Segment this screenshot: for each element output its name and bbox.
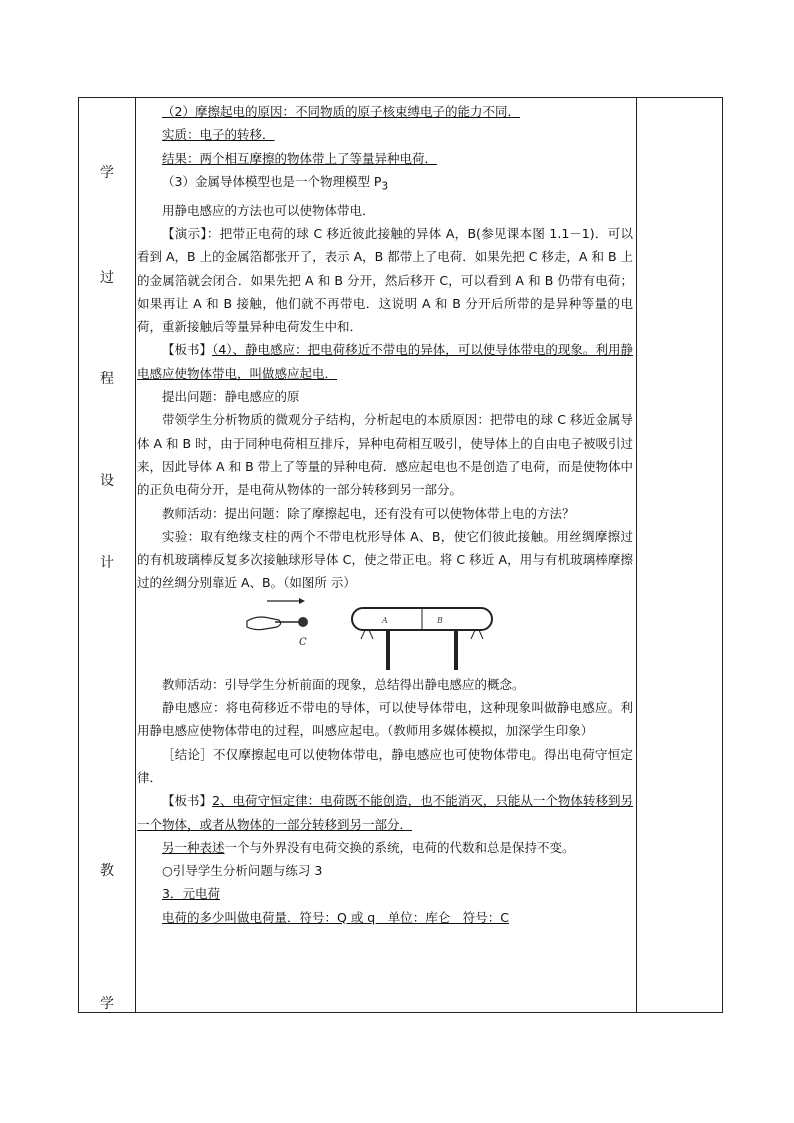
side-char-3: 程 [100, 371, 114, 387]
para-essence [137, 123, 633, 146]
stand-b [454, 630, 458, 670]
foil-a-left [361, 630, 365, 639]
motion-arrow-head [299, 598, 305, 604]
side-char-6: 教 [100, 863, 114, 879]
label-b: B [437, 615, 443, 625]
para-friction-cause-text: （2）摩擦起电的原因：不同物质的原子核束缚电子的能力不同． [162, 104, 520, 119]
board-conservation-text: 2、电荷守恒定律：电荷既不能创造，也不能消灭，只能从一个物体转移到另一个物体，或者从物体的一部分转移到另一部分． [137, 793, 633, 832]
para-induction-method: 用静电感应的方法也可以使物体带电． [162, 202, 375, 218]
para-guide-exercise: ○引导学生分析问题与练习 3 [162, 863, 323, 879]
side-char-2: 过 [100, 270, 114, 286]
para-board-conservation [137, 789, 633, 836]
column-divider-right [636, 98, 637, 1012]
demo-label: 【演示】 [162, 225, 207, 241]
para-result-text: 结果：两个相互摩擦的物体带上了等量异种电荷． [162, 150, 438, 166]
experiment-illustration [137, 595, 633, 673]
board-label: 【板书】 [162, 342, 213, 358]
para-demo [137, 222, 633, 338]
para-alt-statement [137, 836, 633, 859]
demo-text: ：把带正电荷的球 C 移近彼此接触的异体 A，B(参见课本图 1.1－1)．可以看到 A，B 上的金属箔都张开了，表示 A，B 都带上了电荷．如果先把 C 移走，A 和 B 上的金属箔就会闭合．如果先把 A 和 B 分开，然后移开 C，可以看到 A 和 B 仍带有电荷；如果再让 A 和 B 接触，他们就不再带电．这说明 A 和 B 分开后所带的是异种等量的电荷，重新接触后等量异种电荷发生中和． [137, 225, 633, 335]
para-metal-model [137, 170, 633, 199]
para-teacher-summary: 教师活动：引导学生分析前面的现象，总结得出静电感应的概念。 [162, 676, 525, 692]
para-essence-text: 实质：电子的转移． [162, 127, 275, 143]
elementary-charge-heading: 3．元电荷 [162, 886, 220, 902]
side-char-4: 设 [100, 473, 114, 489]
column-divider-left [135, 98, 136, 1012]
para-friction-cause [137, 100, 633, 123]
hand-shape [247, 617, 281, 630]
para-metal-model-text: （3）金属导体模型也是一个物理模型 P [162, 173, 382, 189]
para-experiment: 实验：取有绝缘支柱的两个不带电枕形导体 A、B，使它们彼此接触。用丝绸摩擦过的有机玻璃棒反复多次接触球形导体 C，使之带正电。将 C 移近 A，用与有机玻璃棒摩擦过的丝绸分别靠近 A、B。（如图所 示） [137, 528, 633, 591]
para-elementary-charge [137, 882, 633, 905]
para-conclusion: ［结论］不仅摩擦起电可以使物体带电，静电感应也可使物体带电。得出电荷守恒定律． [137, 746, 633, 785]
para-metal-model-sub: 3 [381, 180, 389, 193]
label-a: A [382, 615, 388, 625]
alt-statement-label: 另一种表述 [162, 839, 225, 855]
foil-a-right [369, 630, 373, 639]
experiment-figure [137, 595, 633, 673]
foil-b-right [479, 630, 483, 639]
para-charge-quantity [137, 906, 633, 929]
para-induction-definition: 静电感应：将电荷移近不带电的导体，可以使导体带电，这种现象叫做静电感应。利用静电感应使物体带电的过程，叫感应起电。（教师用多媒体模拟，加深学生印象） [137, 700, 633, 739]
board-label-2: 【板书】 [162, 793, 213, 809]
stand-a [386, 630, 390, 670]
side-char-1: 学 [100, 165, 114, 181]
alt-statement-text: 一个与外界没有电荷交换的系统，电荷的代数和总是保持不变。 [224, 839, 575, 855]
side-char-5: 计 [100, 555, 114, 571]
side-char-7: 学 [100, 996, 114, 1012]
para-result [137, 147, 633, 170]
foil-b-left [471, 630, 475, 639]
para-board-induction [137, 338, 633, 385]
board-induction-text: （4）、静电感应：把电荷移近不带电的异体，可以使导体带电的现象。利用静电感应使物体带电，叫做感应起电． [137, 342, 633, 381]
lesson-table [78, 97, 723, 1013]
charge-quantity-text: 电荷的多少叫做电荷量．符号：Q 或 q 单位：库仑 符号：C [162, 909, 509, 925]
para-question: 提出问题：静电感应的原 [162, 389, 300, 405]
lesson-content [137, 100, 633, 929]
label-c: C [299, 636, 307, 648]
para-teacher-question: 教师活动：提出问题：除了摩擦起电，还有没有可以使物体带上电的方法？ [162, 505, 575, 521]
para-analysis: 带领学生分析物质的微观分子结构，分析起电的本质原因：把带电的球 C 移近金属导体 A 和 B 时，由于同种电荷相互排斥，异种电荷相互吸引，使导体上的自由电子被吸引过来，因此导体 A 和 B 带上了等量的异种电荷．感应起电也不是创造了电荷，而是使物体中的正负电荷分开，是电荷从物体的一部分转移到另一部分。 [137, 412, 633, 498]
sphere-c [298, 617, 308, 627]
